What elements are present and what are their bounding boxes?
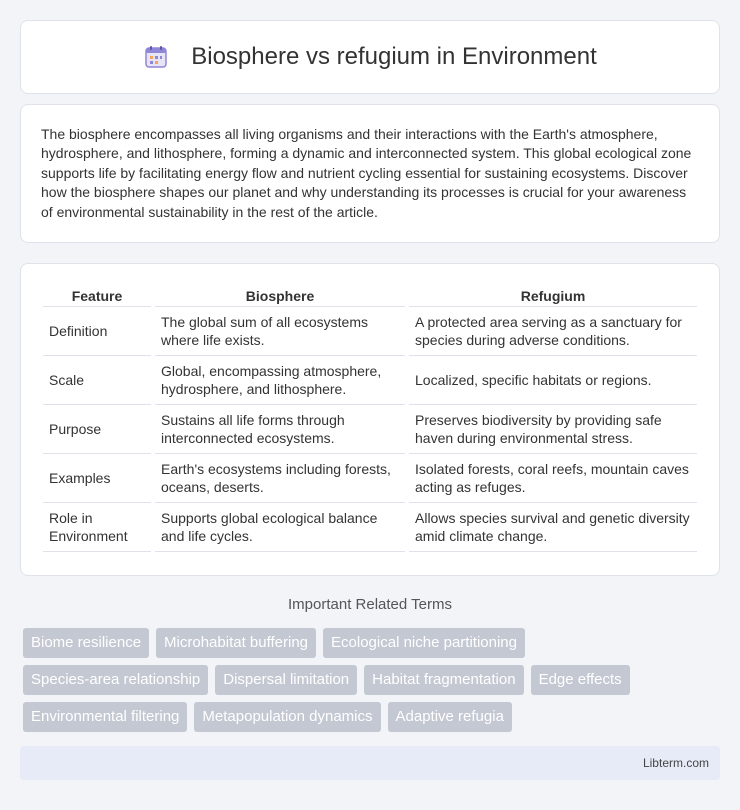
header-card — [20, 20, 720, 94]
biosphere-cell: Global, encompassing atmosphere, hydrosphere, and lithosphere. — [155, 356, 405, 405]
table-row — [43, 454, 697, 503]
related-terms-list — [23, 628, 723, 739]
biosphere-cell: The global sum of all ecosystems where life exists. — [155, 307, 405, 356]
biosphere-cell: Supports global ecological balance and life cycles. — [155, 503, 405, 552]
feature-cell: Definition — [43, 307, 151, 356]
tag-habitat-fragmentation[interactable]: Habitat fragmentation — [364, 665, 523, 695]
related-terms-title: Important Related Terms — [288, 596, 452, 613]
feature-cell: Role in Environment — [43, 503, 151, 552]
biosphere-cell: Earth's ecosystems including forests, oceans, deserts. — [155, 454, 405, 503]
refugium-cell: Preserves biodiversity by providing safe haven during environmental stress. — [409, 405, 697, 454]
comparison-table — [39, 286, 701, 552]
biosphere-cell: Sustains all life forms through interconnected ecosystems. — [155, 405, 405, 454]
table-row — [43, 356, 697, 405]
comparison-card — [20, 263, 720, 576]
table-row — [43, 307, 697, 356]
feature-cell: Scale — [43, 356, 151, 405]
table-header-row — [43, 286, 697, 307]
page-title: Biosphere vs refugium in Environment — [191, 43, 597, 70]
tag-species-area-relationship[interactable]: Species-area relationship — [23, 665, 208, 695]
calendar-icon — [143, 44, 169, 70]
tag-microhabitat-buffering[interactable]: Microhabitat buffering — [156, 628, 316, 658]
refugium-cell: Allows species survival and genetic diversity amid climate change. — [409, 503, 697, 552]
refugium-cell: A protected area serving as a sanctuary for species during adverse conditions. — [409, 307, 697, 356]
column-header-biosphere: Biosphere — [155, 286, 405, 307]
tag-metapopulation-dynamics[interactable]: Metapopulation dynamics — [194, 702, 380, 732]
table-row — [43, 503, 697, 552]
intro-card — [20, 104, 720, 243]
tag-dispersal-limitation[interactable]: Dispersal limitation — [215, 665, 357, 695]
tag-environmental-filtering[interactable]: Environmental filtering — [23, 702, 187, 732]
tag-edge-effects[interactable]: Edge effects — [531, 665, 630, 695]
tag-adaptive-refugia[interactable]: Adaptive refugia — [388, 702, 512, 732]
footer-site-link[interactable]: Libterm.com — [642, 756, 709, 770]
intro-text: The biosphere encompasses all living organisms and their interactions with the Earth's atmosphere, hydrosphere, and lithosphere, forming a dynamic and interconnected system. This global ecological zone supports life by facilitating energy flow and nutrient cycling essential for sustaining ecosystems. Discover how the biosphere shapes our planet and why understanding its processes is crucial for your awareness of environmental sustainability in the rest of the article. — [41, 126, 692, 220]
refugium-cell: Localized, specific habitats or regions. — [409, 356, 697, 405]
tag-row — [23, 628, 723, 658]
refugium-cell: Isolated forests, coral reefs, mountain caves acting as refuges. — [409, 454, 697, 503]
tag-biome-resilience[interactable]: Biome resilience — [23, 628, 149, 658]
footer — [20, 746, 720, 780]
tag-row — [23, 665, 723, 695]
column-header-feature: Feature — [43, 286, 151, 307]
table-row — [43, 405, 697, 454]
tag-ecological-niche-partitioning[interactable]: Ecological niche partitioning — [323, 628, 525, 658]
column-header-refugium: Refugium — [409, 286, 697, 307]
feature-cell: Examples — [43, 454, 151, 503]
tag-row — [23, 702, 723, 732]
feature-cell: Purpose — [43, 405, 151, 454]
